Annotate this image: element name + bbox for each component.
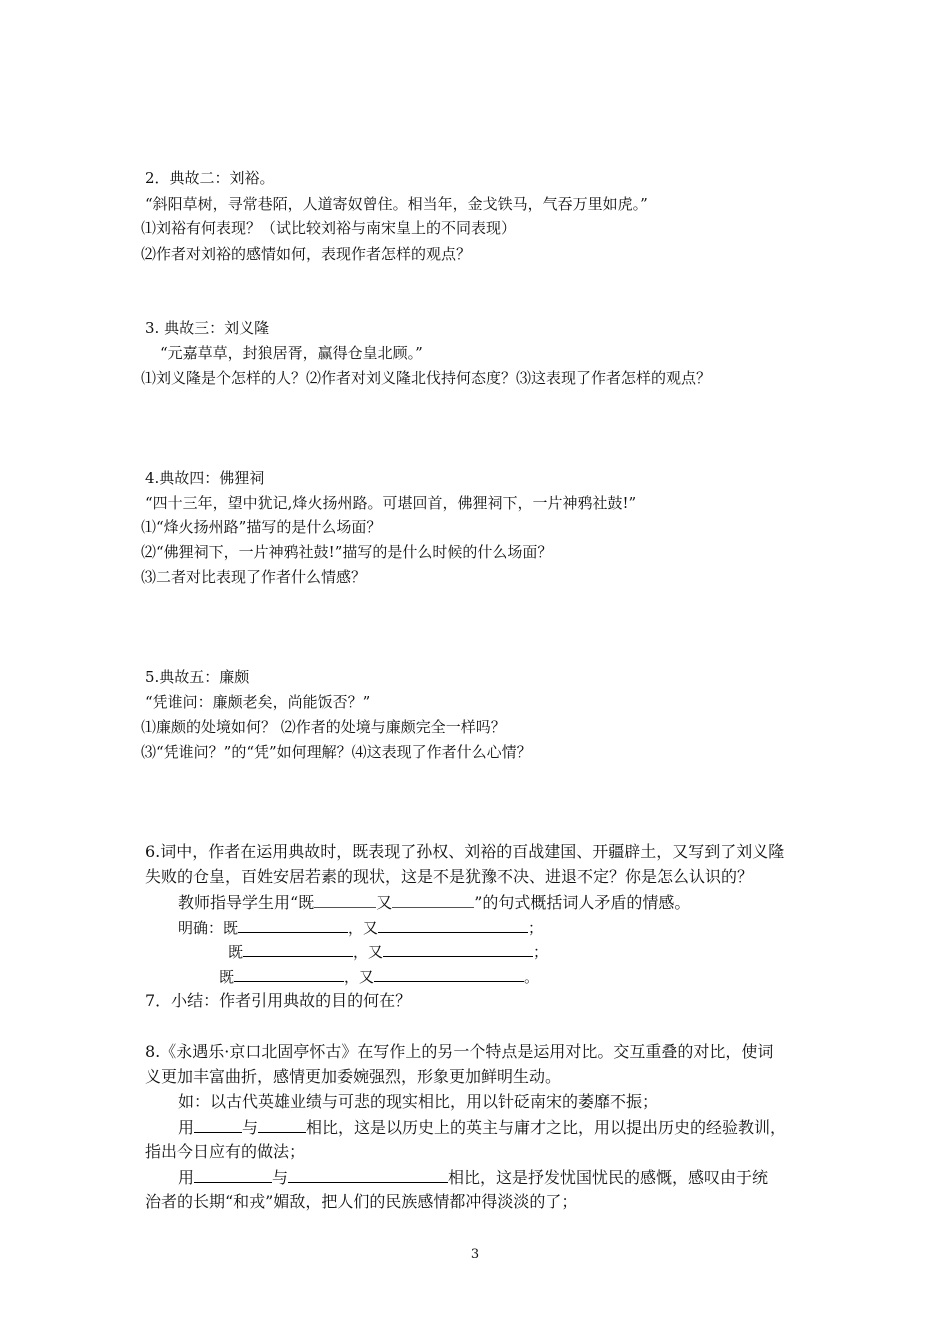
guide-prefix: 教师指导学生用“既 [178, 893, 315, 912]
section-8-line-2: 义更加丰富曲折，感情更加委婉强烈，形象更加鲜明生动。 [145, 1067, 562, 1086]
s8-line-6-tail: 相比，这是抒发忧国忧民的感慨，感叹由于统 [448, 1168, 769, 1187]
answer-label: 明确：既 [178, 919, 239, 937]
answer-semicolon-1: ； [528, 919, 544, 937]
section-4-question-2: ⑵“佛狸祠下，一片神鸦社鼓!”描写的是什么时候的什么场面？ [141, 543, 553, 561]
answer-semicolon-2: ； [533, 943, 549, 961]
guide-suffix: ”的句式概括词人矛盾的情感。 [474, 893, 691, 912]
section-5-quote: “凭谁问：廉颇老矣，尚能饭否？” [145, 693, 371, 711]
answer-ji-2: 既 [228, 943, 244, 961]
answer-row-1 [178, 916, 543, 939]
s8-blank-1a[interactable] [194, 1116, 242, 1133]
section-2-title: 2．典故二：刘裕。 [145, 169, 275, 187]
page-number: 3 [470, 1247, 480, 1262]
s8-blank-2a[interactable] [194, 1166, 272, 1183]
section-5-title: 5.典故五：廉颇 [145, 668, 250, 686]
s8-blank-2b[interactable] [288, 1166, 448, 1183]
answer-row-2 [228, 940, 548, 963]
guide-you: 又 [376, 893, 393, 912]
section-5-question-2: ⑶“凭谁问？”的“凭”如何理解？⑷这表现了作者什么心情？ [141, 743, 532, 761]
answer-blank-2b[interactable] [383, 940, 533, 957]
s8-blank-1b[interactable] [258, 1116, 306, 1133]
section-8-line-7: 治者的长期“和戎”媚敌，把人们的民族感情都冲得淡淡的了； [145, 1192, 578, 1211]
section-8-line-6 [178, 1166, 768, 1189]
section-8-line-4 [178, 1116, 786, 1139]
section-6-guide [178, 891, 690, 914]
answer-ji-3: 既 [219, 968, 235, 986]
guide-blank-1[interactable] [314, 891, 376, 908]
s8-yu-2: 与 [272, 1168, 289, 1187]
section-3-title: 3. 典故三：刘义隆 [145, 319, 270, 337]
section-2-question-2: ⑵作者对刘裕的感情如何，表现作者怎样的观点？ [141, 245, 472, 263]
answer-you-1: ，又 [348, 919, 379, 937]
section-6-line-2: 失败的仓皇，百姓安居若素的现状，这是不是犹豫不决、进退不定？你是怎么认识的？ [145, 867, 754, 886]
section-3-questions: ⑴刘义隆是个怎样的人？⑵作者对刘义隆北伐持何态度？⑶这表现了作者怎样的观点？ [141, 369, 712, 387]
answer-you-2: ，又 [353, 943, 384, 961]
section-2-question-1: ⑴刘裕有何表现？（试比较刘裕与南宋皇上的不同表现） [141, 219, 517, 237]
section-4-title: 4.典故四：佛狸祠 [145, 469, 265, 487]
section-4-quote: “四十三年，望中犹记,烽火扬州路。可堪回首，佛狸祠下，一片神鸦社鼓!” [145, 494, 637, 512]
section-8-line-5: 指出今日应有的做法； [145, 1142, 306, 1161]
section-4-question-3: ⑶二者对比表现了作者什么情感？ [141, 568, 367, 586]
section-5-question-1: ⑴廉颇的处境如何？ ⑵作者的处境与廉颇完全一样吗？ [141, 718, 506, 736]
section-2-quote: “斜阳草树，寻常巷陌，人道寄奴曾住。相当年，金戈铁马，气吞万里如虎。” [145, 195, 648, 213]
section-4-question-1: ⑴“烽火扬州路”描写的是什么场面？ [141, 518, 382, 536]
section-8-line-3: 如：以古代英雄业绩与可悲的现实相比，用以针砭南宋的萎靡不振； [178, 1092, 659, 1111]
section-6-line-1: 6.词中，作者在运用典故时，既表现了孙权、刘裕的百战建国、开疆辟土，又写到了刘义隆 [145, 842, 785, 861]
section-7-title: 7．小结：作者引用典故的目的何在？ [145, 991, 412, 1010]
answer-row-3 [219, 965, 539, 988]
answer-you-3: ，又 [344, 968, 375, 986]
s8-yong-1: 用 [178, 1118, 195, 1137]
s8-yong-2: 用 [178, 1168, 195, 1187]
answer-blank-2a[interactable] [243, 940, 353, 957]
s8-yu-1: 与 [242, 1118, 259, 1137]
section-3-quote: “元嘉草草，封狼居胥，赢得仓皇北顾。” [160, 344, 423, 362]
guide-blank-2[interactable] [392, 891, 474, 908]
answer-blank-3b[interactable] [374, 965, 524, 982]
answer-period-3: 。 [524, 968, 540, 986]
answer-blank-3a[interactable] [234, 965, 344, 982]
s8-line-4-tail: 相比，这是以历史上的英主与庸才之比，用以提出历史的经验教训， [306, 1118, 787, 1137]
section-8-line-1: 8.《永遇乐·京口北固亭怀古》在写作上的另一个特点是运用对比。交互重叠的对比，使词 [145, 1042, 774, 1061]
answer-blank-1a[interactable] [238, 916, 348, 933]
answer-blank-1b[interactable] [378, 916, 528, 933]
